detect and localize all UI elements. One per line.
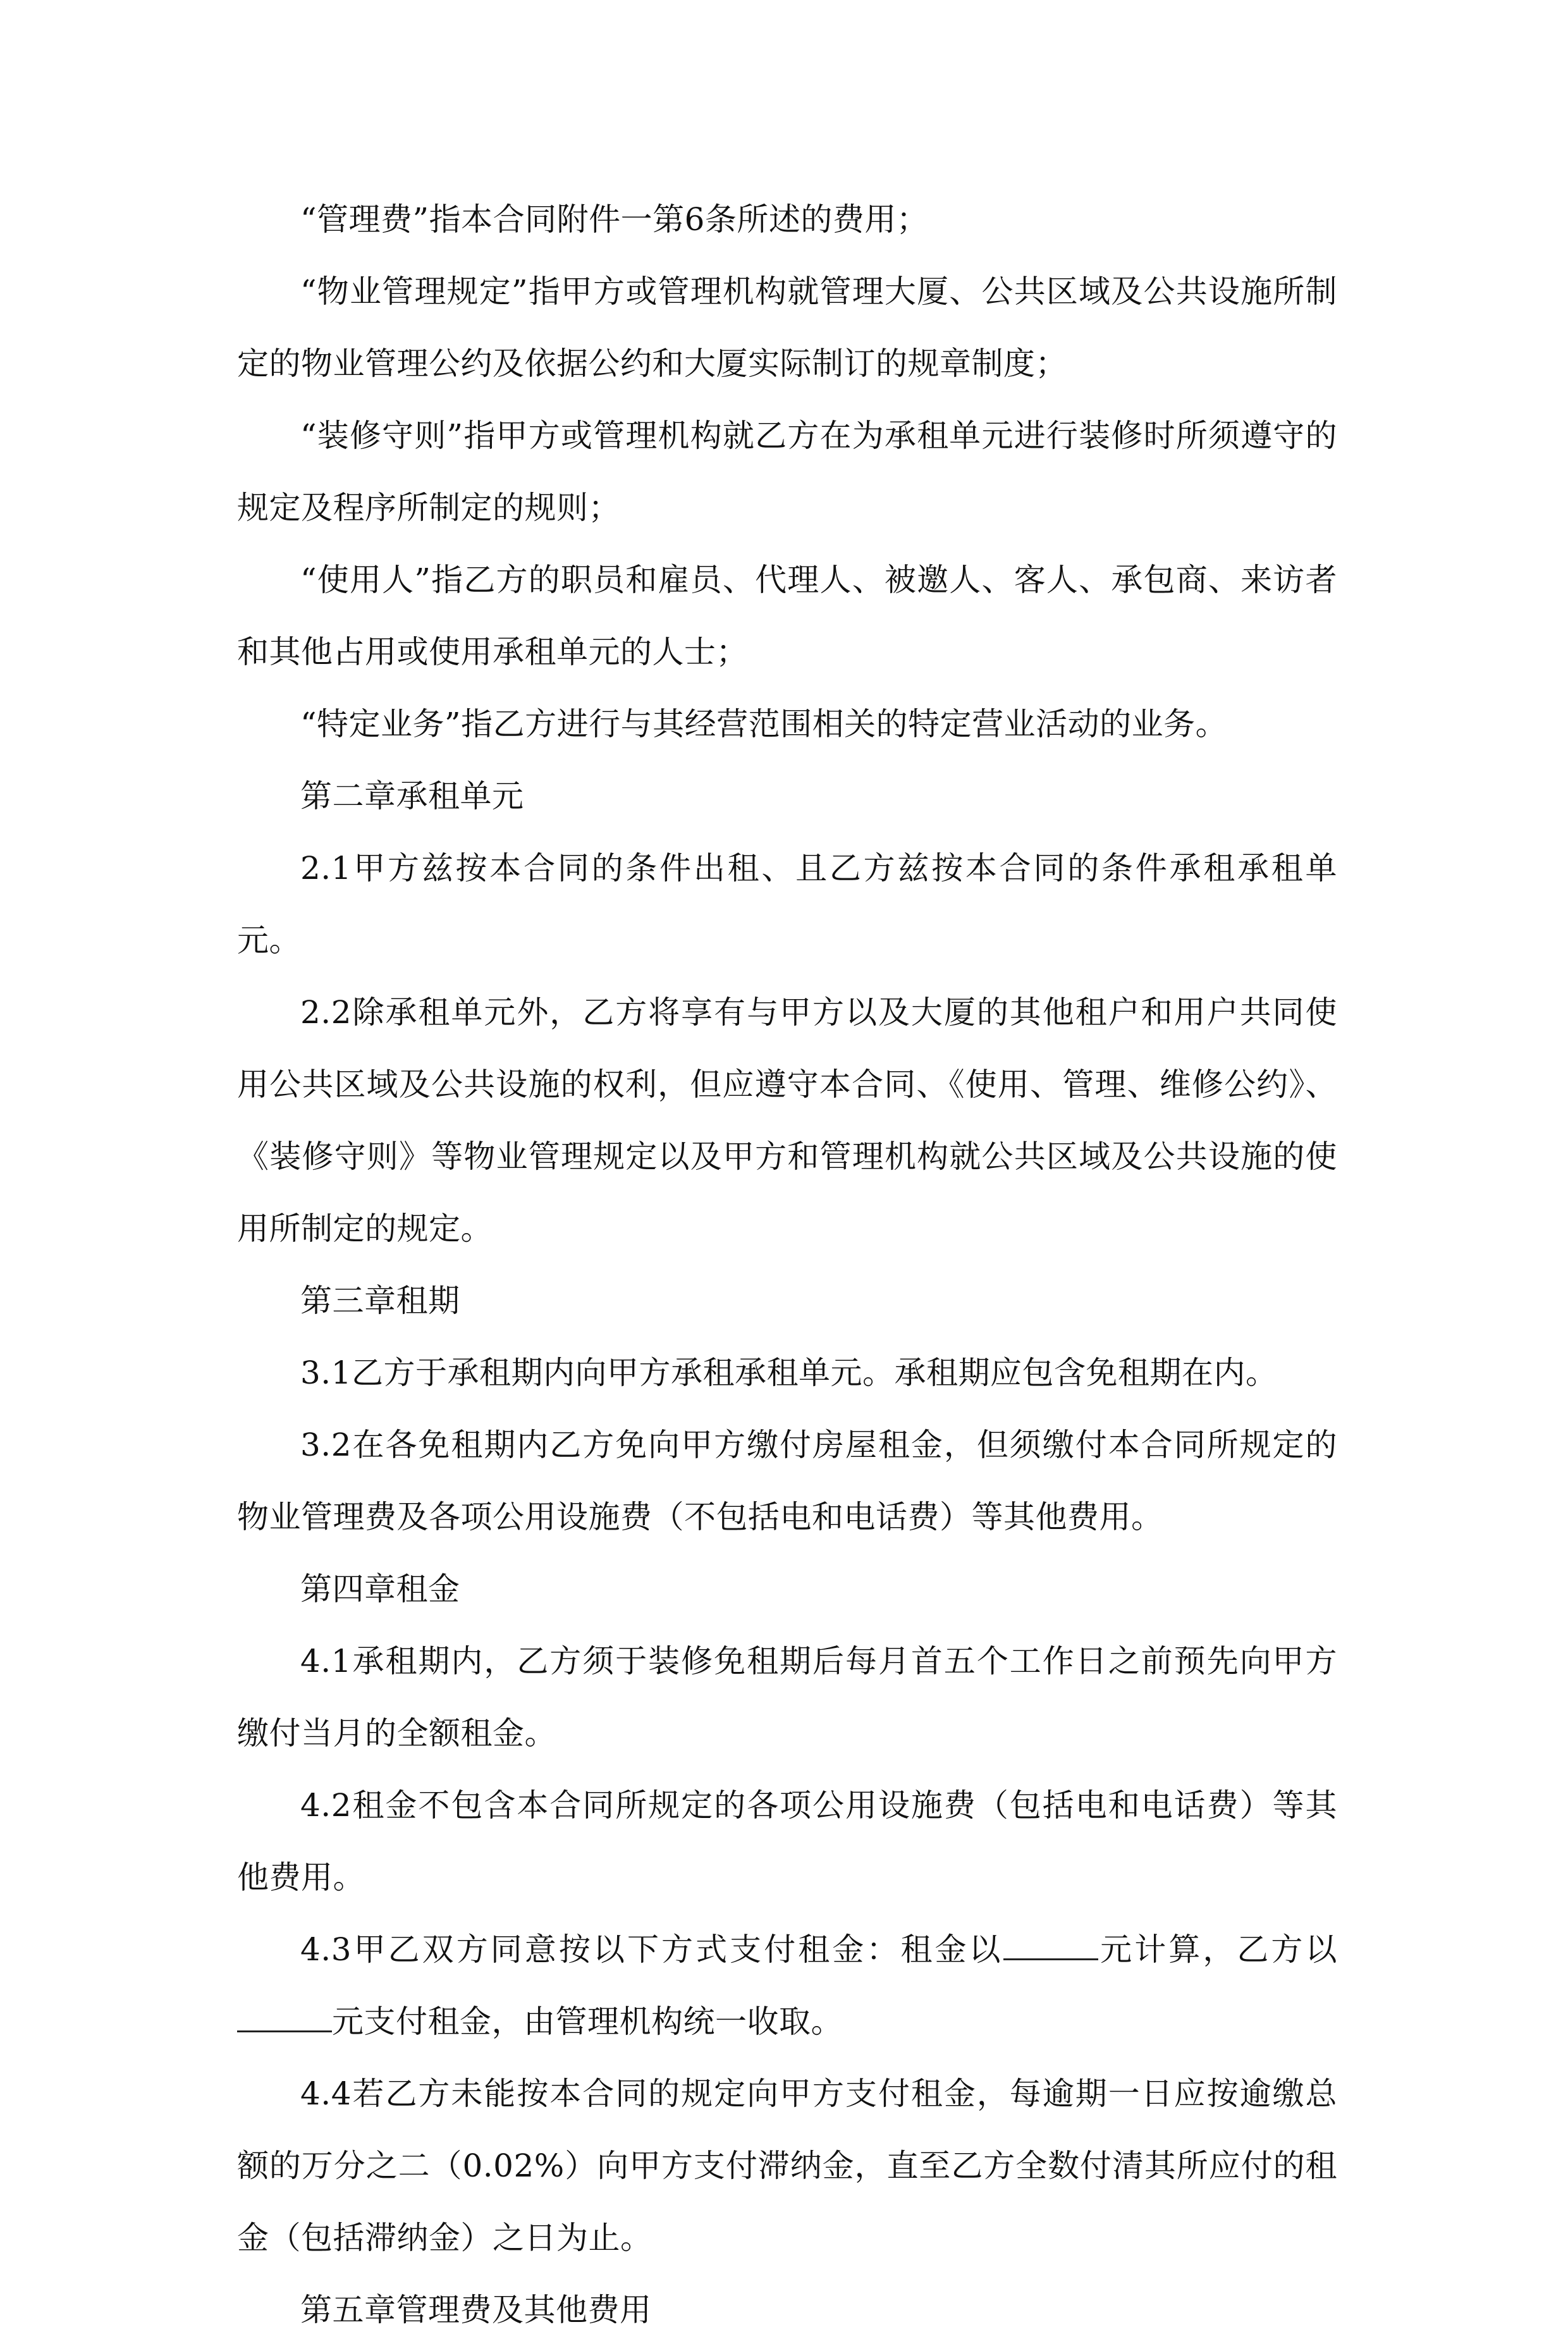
definition-specific-business: “特定业务”指乙方进行与其经营范围相关的特定营业活动的业务。	[300, 706, 1228, 742]
definition-property-rules: “物业管理规定”指甲方或管理机构就管理大厦、公共区域及公共设施所制定的物业管理公约及依据公约和大厦实际制订的规章制度；	[237, 273, 1337, 382]
clause-2-1: 2.1甲方兹按本合同的条件出租、且乙方兹按本合同的条件承租承租单元。	[237, 850, 1337, 959]
definition-renovation-rules: “装修守则”指甲方或管理机构就乙方在为承租单元进行装修时所须遵守的规定及程序所制定的规则；	[237, 417, 1337, 526]
definition-management-fee: “管理费”指本合同附件一第6条所述的费用；	[300, 201, 929, 238]
clause-4-3-part3: 元支付租金，由管理机构统一收取。	[332, 2003, 843, 2040]
clause-4-2: 4.2租金不包含本合同所规定的各项公用设施费（包括电和电话费）等其他费用。	[237, 1787, 1337, 1896]
definition-user: “使用人”指乙方的职员和雇员、代理人、被邀人、客人、承包商、来访者和其他占用或使用承租单元的人士；	[237, 562, 1337, 670]
clause-4-3	[237, 1913, 1337, 2058]
chapter-3-heading: 第三章租期	[300, 1282, 460, 1319]
payment-amount-blank	[237, 2003, 332, 2032]
chapter-4-heading: 第四章租金	[300, 1571, 460, 1607]
clause-4-3-part2: 元计算，乙方以	[1098, 1931, 1337, 1968]
chapter-2-heading: 第二章承租单元	[300, 778, 524, 814]
rent-amount-blank	[1003, 1931, 1098, 1960]
clause-4-3-part1: 4.3甲乙双方同意按以下方式支付租金：租金以	[300, 1931, 1003, 1968]
clause-2-2: 2.2除承租单元外，乙方将享有与甲方以及大厦的其他租户和用户共同使用公共区域及公共设施的权利，但应遵守本合同、《使用、管理、维修公约》、《装修守则》等物业管理规定以及甲方和管理机构就公共区域及公共设施的使用所制定的规定。	[237, 994, 1337, 1247]
clause-4-1: 4.1承租期内，乙方须于装修免租期后每月首五个工作日之前预先向甲方缴付当月的全额租金。	[237, 1643, 1337, 1752]
clause-3-2: 3.2在各免租期内乙方免向甲方缴付房屋租金，但须缴付本合同所规定的物业管理费及各项公用设施费（不包括电和电话费）等其他费用。	[237, 1427, 1337, 1535]
clause-4-4: 4.4若乙方未能按本合同的规定向甲方支付租金，每逾期一日应按逾缴总额的万分之二（0.02%）向甲方支付滞纳金，直至乙方全数付清其所应付的租金（包括滞纳金）之日为止。	[237, 2075, 1337, 2256]
clause-3-1: 3.1乙方于承租期内向甲方承租承租单元。承租期应包含免租期在内。	[300, 1354, 1278, 1391]
document-body	[237, 183, 1337, 2346]
chapter-5-heading: 第五章管理费及其他费用	[300, 2292, 652, 2328]
